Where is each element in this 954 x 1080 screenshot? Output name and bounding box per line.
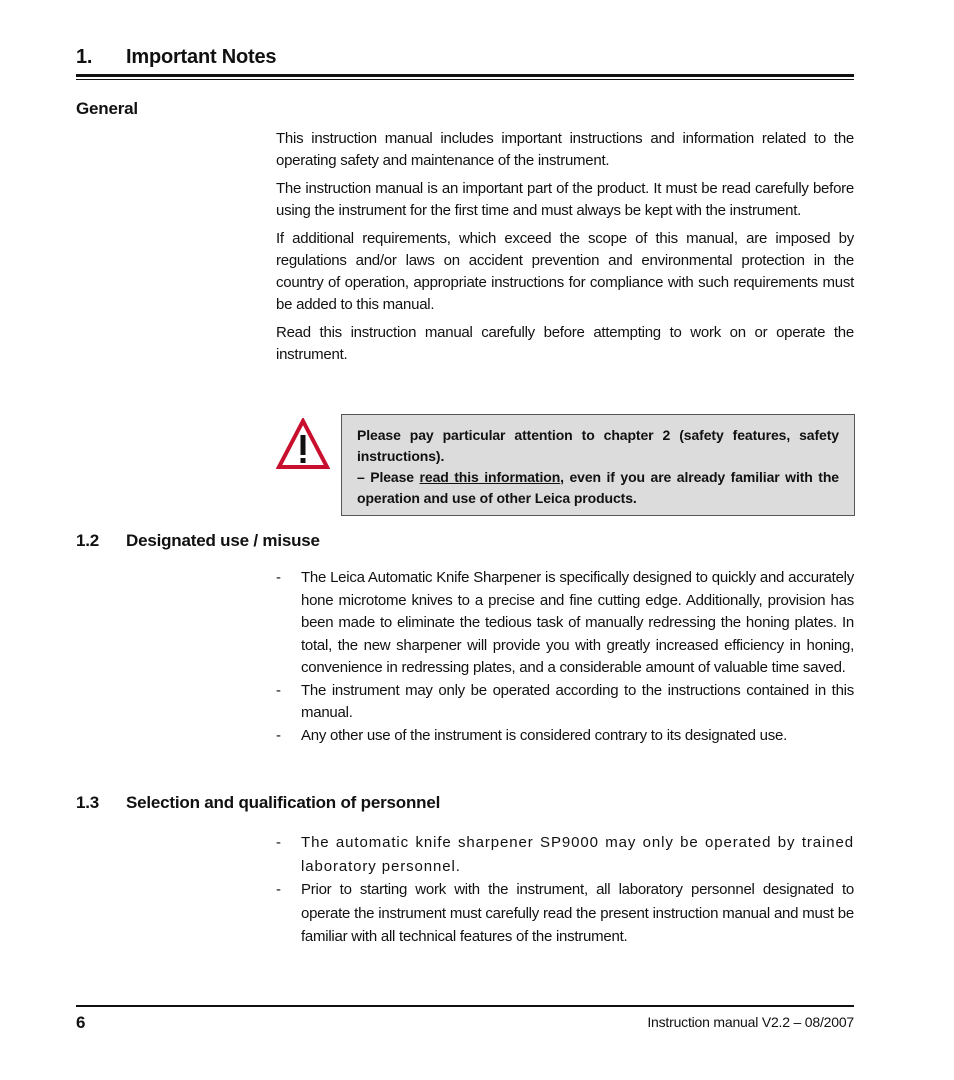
general-paragraph: This instruction manual includes important instructions and information related to the operating safety and maintenance of the instrument. [276,130,854,169]
chapter-title: Important Notes [126,46,277,68]
section-number: 1.2 [76,531,100,550]
list-item-text: Prior to starting work with the instrument, all laboratory personnel designated to operate the instrument must carefully read the present instruction manual and must be familiar with all technical features of the instrument. [301,881,854,945]
general-paragraph: Read this instruction manual carefully before attempting to work on or operate the instrument. [276,324,854,363]
safety-notice-line-2 [357,467,839,509]
safety-notice-line-1: Please pay particular attention to chapter 2 (safety features, safety instructions). [357,427,839,464]
list-item: - The automatic knife sharpener SP9000 may only be operated by trained laboratory personnel. [276,834,854,875]
safety-notice-prefix: – Please [357,469,420,485]
section-title: Designated use / misuse [126,531,320,550]
general-paragraph: If additional requirements, which exceed the scope of this manual, are imposed by regulations and/or laws on accident prevention and environmental protection in the country of operation, appropriate instructions for compliance with such requirements must be added to this manual. [276,230,854,313]
chapter-rule-thin [76,79,854,80]
general-heading-text: General [76,99,138,118]
chapter-number: 1. [76,46,93,68]
list-item: - Any other use of the instrument is considered contrary to its designated use. [276,726,788,744]
list-item-text: The Leica Automatic Knife Sharpener is specifically designed to quickly and accurately hone microtome knives to a precise and fine cutting edge. Additionally, provision has been made to eliminate the tedious task of manually redressing the honing plates. In total, the new sharpener will provide you with greatly increased efficiency in honing, convenience in redressing plates, and a considerable amount of valuable time saved. [301,569,854,676]
page-number: 6 [76,1013,86,1032]
manual-version: Instruction manual V2.2 – 08/2007 [647,1014,854,1030]
safety-notice-box [341,414,855,516]
section-number: 1.3 [76,793,100,812]
safety-notice-suffix: , even if you are already familiar with the operation and use of other Leica products. [357,469,839,506]
designated-use-list [276,567,854,747]
warning-triangle-icon [276,418,330,470]
list-item-text: The instrument may only be operated according to the instructions contained in this manual. [301,681,854,721]
list-item-text: Any other use of the instrument is considered contrary to its designated use. [301,726,788,744]
list-item: - The instrument may only be operated according to the instructions contained in this manual. [276,681,854,721]
chapter-rule-thick [76,74,854,77]
section-title: Selection and qualification of personnel [126,793,441,812]
footer-rule [76,1005,854,1007]
list-item-text: The automatic knife sharpener SP9000 may only be operated by trained laboratory personnel. [301,834,854,875]
general-body [276,128,854,372]
general-paragraph: The instruction manual is an important part of the product. It must be read carefully before using the instrument for the first time and must always be kept with the instrument. [276,180,854,219]
list-item: - The Leica Automatic Knife Sharpener is specifically designed to quickly and accurately hone microtome knives to a precise and fine cutting edge. Additionally, provision has been made to eliminate the tedious task of manually redressing the honing plates. In total, the new sharpener will provide you with greatly increased efficiency in honing, convenience in redressing plates, and a considerable amount of valuable time saved. [276,569,854,676]
list-item: - Prior to starting work with the instrument, all laboratory personnel designated to operate the instrument must carefully read the present instruction manual and must be familiar with all technical features of the instrument. [276,881,854,945]
personnel-list [276,831,854,949]
safety-notice-emphasis: read this information [419,469,561,485]
